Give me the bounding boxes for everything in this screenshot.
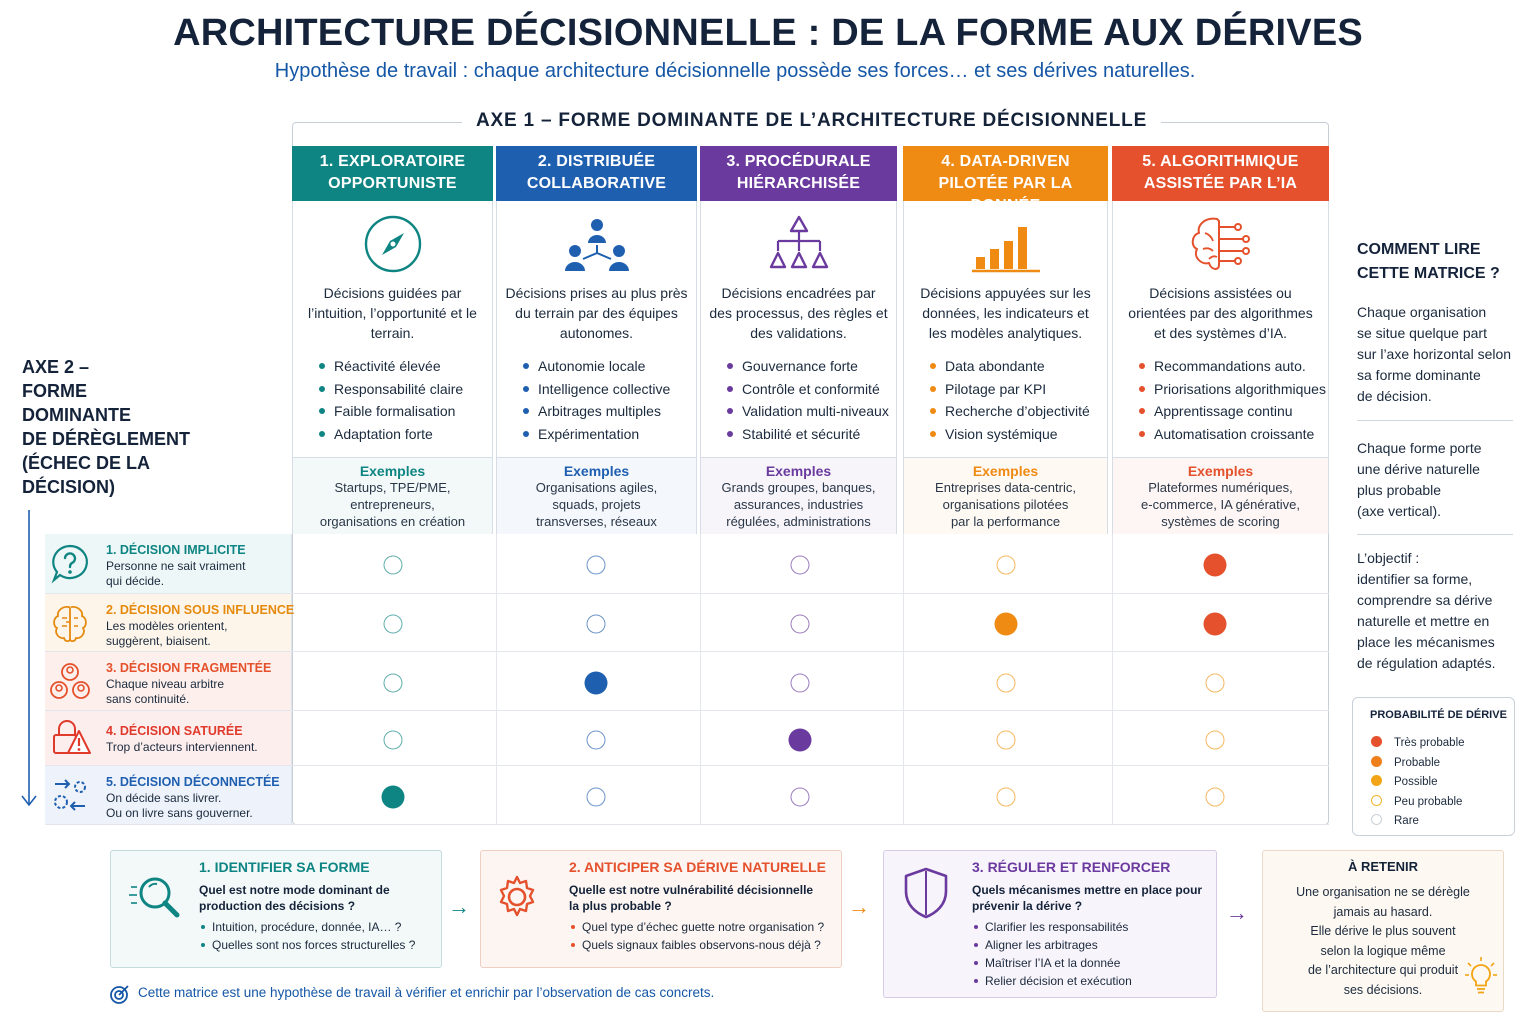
side-divider xyxy=(1357,534,1513,535)
column-bullet: Gouvernance forte xyxy=(727,355,889,378)
side-line: plus probable xyxy=(1357,482,1442,498)
drift-dot-rare xyxy=(791,673,810,692)
side-line: naturelle et mettre en xyxy=(1357,613,1490,629)
fragmented-team-icon xyxy=(49,660,91,702)
retenir-title: À RETENIR xyxy=(1347,859,1419,874)
column-example-title: Exemples xyxy=(563,463,630,479)
legend-label: Peu probable xyxy=(1394,795,1463,808)
drift-dot-peu xyxy=(1206,787,1225,806)
drift-dot-rare xyxy=(384,556,403,575)
column-description: Décisions guidées par l’intuition, l’opportunité et le terrain. xyxy=(308,285,477,341)
column-example-line: systèmes de scoring xyxy=(1161,514,1280,529)
column-example-line: Organisations agiles, xyxy=(535,480,658,495)
side-divider xyxy=(1357,420,1513,421)
axis2-label xyxy=(22,355,190,499)
card-bullet: Maîtriser l’IA et la donnée xyxy=(974,954,1132,972)
column-body xyxy=(1112,201,1329,457)
row-description xyxy=(106,559,245,589)
row-description-line: suggèrent, biaisent. xyxy=(106,634,211,648)
card-bullets xyxy=(974,918,1132,990)
legend-swatch xyxy=(1371,795,1382,806)
drift-dot-rare xyxy=(791,615,810,634)
axis2-line: FORME xyxy=(22,381,87,401)
row-description xyxy=(106,619,227,649)
column-4 xyxy=(903,146,1108,534)
card-question-line: Quel est notre mode dominant de xyxy=(199,883,390,897)
column-bullets xyxy=(1139,355,1326,446)
row-title: 2. DÉCISION SOUS INFLUENCE xyxy=(106,603,295,617)
magnifier-icon xyxy=(125,867,187,934)
column-subtitle: PILOTÉE PAR LA xyxy=(938,175,1073,192)
axis2-line: AXE 2 – xyxy=(22,357,90,377)
drift-dot-possible xyxy=(995,613,1018,636)
side-line: identifier sa forme, xyxy=(1357,571,1473,587)
side-line: L’objectif : xyxy=(1357,550,1420,566)
side-line: une dérive naturelle xyxy=(1357,461,1480,477)
compass-icon xyxy=(293,213,492,275)
column-2 xyxy=(496,146,697,534)
card-title: 3. RÉGULER ET RENFORCER xyxy=(972,859,1171,875)
column-header xyxy=(1112,146,1329,201)
row-description-line: Les modèles orientent, xyxy=(106,619,228,633)
drift-dot-tres xyxy=(1204,554,1227,577)
gear-icon xyxy=(491,871,543,928)
row-title: 1. DÉCISION IMPLICITE xyxy=(106,543,246,557)
column-examples xyxy=(903,457,1108,534)
column-example-line: e-commerce, IA générative, xyxy=(1141,497,1300,512)
side-line: (axe vertical). xyxy=(1357,503,1442,519)
column-title: 3. PROCÉDURALE xyxy=(726,153,871,170)
row-title: 5. DÉCISION DÉCONNECTÉE xyxy=(106,775,280,789)
legend-item xyxy=(1371,775,1437,788)
side-line: de régulation adaptés. xyxy=(1357,655,1496,671)
column-example-line: assurances, industries xyxy=(733,497,864,512)
retenir-line: Une organisation ne se dérègle xyxy=(1296,885,1470,899)
card-question-line: la plus probable ? xyxy=(569,899,672,913)
matrix-row xyxy=(45,652,1329,711)
column-example-line: Entreprises data-centric, xyxy=(935,480,1076,495)
column-examples xyxy=(1112,457,1329,534)
column-bullet: Recommandations auto. xyxy=(1139,355,1326,378)
column-bullet: Faible formalisation xyxy=(319,400,463,423)
row-label xyxy=(45,534,292,593)
column-example-line: squads, projets xyxy=(552,497,641,512)
matrix-row xyxy=(45,766,1329,825)
drift-dot-probable xyxy=(382,785,405,808)
row-label xyxy=(45,711,292,765)
lightbulb-icon xyxy=(1463,955,1499,999)
column-example-title: Exemples xyxy=(972,463,1039,479)
card-question xyxy=(199,882,390,914)
legend-swatch xyxy=(1371,775,1382,786)
side-line: sa forme dominante xyxy=(1357,367,1481,383)
row-description xyxy=(106,791,253,821)
legend-label: Possible xyxy=(1394,776,1438,788)
matrix-row xyxy=(45,534,1329,594)
row-title: 4. DÉCISION SATURÉE xyxy=(106,724,243,738)
card-bullets xyxy=(571,918,824,954)
drift-dot-peu xyxy=(997,673,1016,692)
retenir-line: jamais au hasard. xyxy=(1333,904,1433,919)
column-example-title: Exemples xyxy=(359,463,426,479)
drift-dot-peu xyxy=(997,787,1016,806)
side-line: Chaque organisation xyxy=(1357,304,1487,320)
column-example-line: Plateformes numériques, xyxy=(1148,480,1293,495)
row-label xyxy=(45,652,292,710)
card-bullet: Intuition, procédure, donnée, IA… ? xyxy=(201,918,415,936)
side-paragraph-3 xyxy=(1357,548,1496,674)
drift-dot-rare xyxy=(384,615,403,634)
column-bullet: Stabilité et sécurité xyxy=(727,423,889,446)
side-line: sur l’axe horizontal selon xyxy=(1357,346,1512,362)
card-bullet: Quel type d’échec guette notre organisation ? xyxy=(571,918,824,936)
column-example-text xyxy=(904,479,1107,530)
column-bullets xyxy=(727,355,889,446)
drift-dot-rare xyxy=(587,730,606,749)
column-header xyxy=(292,146,493,201)
footer-note: Cette matrice est une hypothèse de travail à vérifier et enrichir par l’observation de cas concrets. xyxy=(138,985,715,1000)
target-icon xyxy=(109,983,131,1005)
axis2-line: (ÉCHEC DE LA xyxy=(22,453,151,473)
column-header xyxy=(903,146,1108,201)
side-line: place les mécanismes xyxy=(1357,634,1495,650)
legend-label: Rare xyxy=(1394,815,1419,827)
drift-dot-probable xyxy=(789,728,812,751)
column-body xyxy=(903,201,1108,457)
card-question-line: prévenir la dérive ? xyxy=(972,899,1083,913)
card-bullets xyxy=(201,918,415,954)
side-line: se situe quelque part xyxy=(1357,325,1487,341)
card-bullet: Clarifier les responsabilités xyxy=(974,918,1132,936)
column-example-line: Grands groupes, banques, xyxy=(721,480,876,495)
bar-chart-icon xyxy=(904,213,1107,275)
column-example-line: organisations pilotées xyxy=(942,497,1069,512)
axis2-line: DÉCISION) xyxy=(22,477,116,497)
column-bullet: Arbitrages multiples xyxy=(523,400,670,423)
arrow-right-icon: → xyxy=(448,894,470,919)
column-header xyxy=(496,146,697,201)
retenir-line: de l’architecture qui produit xyxy=(1307,963,1459,978)
column-example-title: Exemples xyxy=(765,463,832,479)
column-bullet: Responsabilité claire xyxy=(319,378,463,401)
legend-item xyxy=(1371,795,1462,808)
column-examples xyxy=(292,457,493,534)
legend-item xyxy=(1371,814,1419,827)
matrix-row xyxy=(45,711,1329,766)
step-card-1 xyxy=(110,850,442,968)
row-description-line: Personne ne sait vraiment xyxy=(106,559,246,573)
column-bullet: Pilotage par KPI xyxy=(930,378,1090,401)
card-question xyxy=(972,882,1202,914)
brain-circuit-icon xyxy=(49,602,91,644)
drift-dot-rare xyxy=(587,615,606,634)
side-paragraph-2 xyxy=(1357,438,1482,522)
drift-dot-peu xyxy=(1206,673,1225,692)
side-title-line: COMMENT LIRE xyxy=(1357,241,1481,258)
retenir-line: selon la logique même xyxy=(1320,943,1446,958)
column-title: 5. ALGORITHMIQUE xyxy=(1142,153,1299,170)
drift-dot-rare xyxy=(587,787,606,806)
axis2-down-arrow-icon xyxy=(20,510,38,808)
column-title: 1. EXPLORATOIRE xyxy=(319,153,466,170)
row-description-line: Trop d’acteurs interviennent. xyxy=(106,740,258,754)
legend-item xyxy=(1371,756,1440,769)
legend-label: Très probable xyxy=(1394,737,1465,749)
column-bullet: Automatisation croissante xyxy=(1139,423,1326,446)
column-3 xyxy=(700,146,897,534)
card-title: 1. IDENTIFIER SA FORME xyxy=(199,859,370,875)
card-question-line: production des décisions ? xyxy=(199,899,356,913)
column-bullet: Data abondante xyxy=(930,355,1090,378)
column-bullet: Priorisations algorithmiques xyxy=(1139,378,1326,401)
column-examples xyxy=(700,457,897,534)
drift-dot-rare xyxy=(384,673,403,692)
card-question-line: Quelle est notre vulnérabilité décisionnelle xyxy=(569,883,814,897)
column-example-line: Startups, TPE/PME, xyxy=(334,480,451,495)
card-question-line: Quels mécanismes mettre en place pour xyxy=(972,883,1203,897)
step-card-3 xyxy=(883,850,1217,998)
column-body xyxy=(496,201,697,457)
drift-dot-peu xyxy=(1206,730,1225,749)
column-subtitle: OPPORTUNISTE xyxy=(328,175,457,192)
card-title: 2. ANTICIPER SA DÉRIVE NATURELLE xyxy=(569,859,826,875)
disconnected-gears-icon xyxy=(49,774,91,816)
row-description-line: Ou on livre sans gouverner. xyxy=(106,806,253,820)
column-example-line: régulées, administrations xyxy=(726,514,871,529)
column-subtitle: ASSISTÉE PAR L’IA xyxy=(1143,175,1298,192)
row-description-line: sans continuité. xyxy=(106,692,190,706)
card-question xyxy=(569,882,813,914)
drift-dot-rare xyxy=(791,556,810,575)
column-5 xyxy=(1112,146,1329,534)
column-bullet: Recherche d’objectivité xyxy=(930,400,1090,423)
drift-dot-rare xyxy=(791,787,810,806)
ai-brain-icon xyxy=(1113,213,1328,275)
row-title: 3. DÉCISION FRAGMENTÉE xyxy=(106,661,272,675)
column-bullet: Adaptation forte xyxy=(319,423,463,446)
row-label xyxy=(45,594,295,651)
row-description-line: Chaque niveau arbitre xyxy=(106,677,225,691)
axis1-title: AXE 1 – FORME DOMINANTE DE L’ARCHITECTURE DÉCISIONNELLE xyxy=(462,110,1161,132)
legend-swatch xyxy=(1371,736,1382,747)
arrow-right-icon: → xyxy=(848,894,870,919)
column-title: 2. DISTRIBUÉE xyxy=(537,153,656,170)
page-title: ARCHITECTURE DÉCISIONNELLE : DE LA FORME AUX DÉRIVES xyxy=(173,12,1363,54)
legend-swatch xyxy=(1371,756,1382,767)
drift-dot-rare xyxy=(384,730,403,749)
drift-dot-peu xyxy=(997,556,1016,575)
row-description xyxy=(106,740,258,755)
column-example-title: Exemples xyxy=(1187,463,1254,479)
column-subtitle: HIÉRARCHISÉE xyxy=(736,175,861,192)
column-bullets xyxy=(523,355,670,446)
page-subtitle: Hypothèse de travail : chaque architecture décisionnelle possède ses forces… et ses dérives naturelles. xyxy=(274,60,1196,82)
column-example-text xyxy=(293,479,492,530)
side-paragraph-1 xyxy=(1357,302,1511,407)
side-line: de décision. xyxy=(1357,388,1432,404)
card-bullet: Quelles sont nos forces structurelles ? xyxy=(201,936,415,954)
team-network-icon xyxy=(497,213,696,275)
column-bullets xyxy=(319,355,463,446)
column-header xyxy=(700,146,897,201)
legend-label: Probable xyxy=(1394,756,1441,769)
legend-title: PROBABILITÉ DE DÉRIVE xyxy=(1370,709,1507,721)
column-examples xyxy=(496,457,697,534)
hierarchy-icon xyxy=(701,213,896,275)
column-example-line: transverses, réseaux xyxy=(536,514,657,529)
column-example-text xyxy=(1113,479,1328,530)
column-example-line: organisations en création xyxy=(319,514,466,529)
column-bullets xyxy=(930,355,1090,446)
column-1 xyxy=(292,146,493,534)
card-bullet: Relier décision et exécution xyxy=(974,972,1132,990)
column-bullet: Expérimentation xyxy=(523,423,670,446)
axis2-line: DE DÉRÈGLEMENT xyxy=(22,429,191,449)
column-example-line: entrepreneurs, xyxy=(350,497,435,512)
column-title: 4. DATA-DRIVEN xyxy=(941,153,1070,170)
drift-dot-tres xyxy=(1204,613,1227,636)
column-description: Décisions encadrées par des processus, des règles et des validations. xyxy=(709,285,888,341)
column-bullet: Intelligence collective xyxy=(523,378,670,401)
arrow-right-icon: → xyxy=(1226,900,1248,925)
drift-dot-probable xyxy=(585,671,608,694)
legend-item xyxy=(1371,736,1465,749)
row-description-line: On décide sans livrer. xyxy=(106,791,222,805)
row-description xyxy=(106,677,224,707)
retenir-line: ses décisions. xyxy=(1343,982,1423,997)
matrix-row xyxy=(45,594,1329,652)
step-card-2 xyxy=(480,850,842,968)
column-bullet: Vision systémique xyxy=(930,423,1090,446)
row-label xyxy=(45,766,292,824)
shield-icon xyxy=(900,865,952,926)
column-subtitle: COLLABORATIVE xyxy=(526,175,667,192)
row-description-line: qui décide. xyxy=(106,574,165,588)
side-line: comprendre sa dérive xyxy=(1357,592,1493,608)
column-description: Décisions appuyées sur les données, les indicateurs et les modèles analytiques. xyxy=(920,285,1091,341)
card-bullet: Aligner les arbitrages xyxy=(974,936,1132,954)
legend-swatch xyxy=(1371,814,1382,825)
retenir-text xyxy=(1277,883,1489,1001)
column-bullet: Contrôle et conformité xyxy=(727,378,889,401)
question-bubble-icon xyxy=(49,543,91,585)
side-title xyxy=(1357,238,1500,286)
retenir-card xyxy=(1262,850,1504,1012)
axis2-line: DOMINANTE xyxy=(22,405,131,425)
drift-dot-rare xyxy=(587,556,606,575)
column-bullet: Apprentissage continu xyxy=(1139,400,1326,423)
column-description: Décisions prises au plus près du terrain par des équipes autonomes. xyxy=(505,285,688,341)
column-example-line: par la performance xyxy=(950,514,1061,529)
column-body xyxy=(292,201,493,457)
column-body xyxy=(700,201,897,457)
column-bullet: Autonomie locale xyxy=(523,355,670,378)
column-example-text xyxy=(497,479,696,530)
drift-dot-peu xyxy=(997,730,1016,749)
column-example-text xyxy=(701,479,896,530)
column-description: Décisions assistées ou orientées par des algorithmes et des systèmes d’IA. xyxy=(1128,285,1313,341)
column-bullet: Validation multi-niveaux xyxy=(727,400,889,423)
side-title-line: CETTE MATRICE ? xyxy=(1357,265,1500,282)
retenir-line: Elle dérive le plus souvent xyxy=(1310,924,1456,939)
column-bullet: Réactivité élevée xyxy=(319,355,463,378)
warning-lock-icon xyxy=(49,717,91,759)
card-bullet: Quels signaux faibles observons-nous déjà ? xyxy=(571,936,824,954)
side-line: Chaque forme porte xyxy=(1357,440,1482,456)
legend xyxy=(1352,697,1515,836)
